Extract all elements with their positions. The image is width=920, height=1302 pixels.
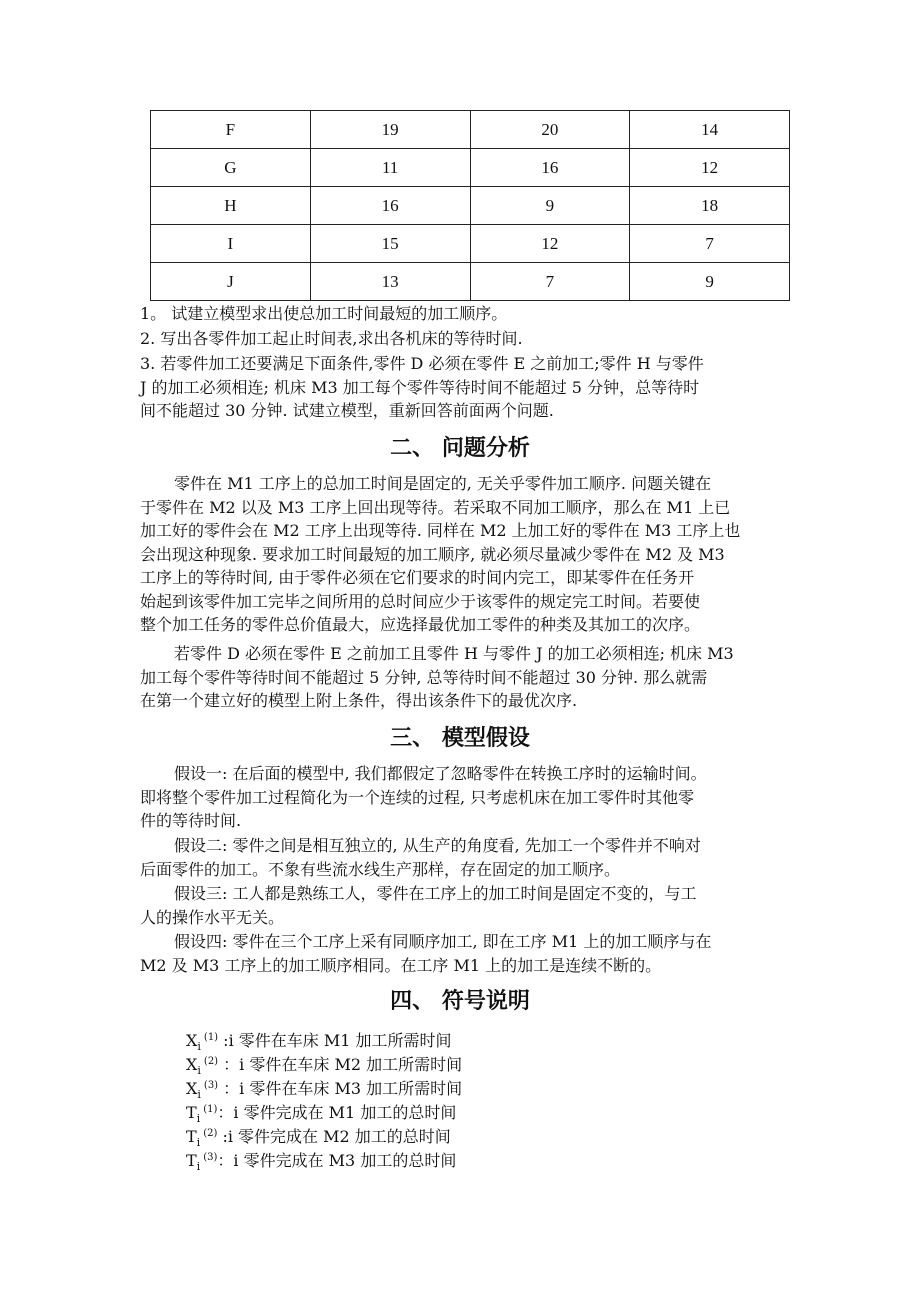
text-line: 工序上的等待时间, 由于零件必须在它们要求的时间内完工，即某零件在任务开	[140, 568, 695, 587]
text-line: 假设四: 零件在三个工序上采有同顺序加工, 即在工序 M1 上的加工顺序与在	[174, 932, 712, 951]
table-cell: H	[151, 187, 311, 225]
symbol-superscript: (2)	[203, 1056, 219, 1067]
table-cell: 15	[310, 225, 470, 263]
symbol-description: ：i 零件完成在 M1 加工的总时间	[217, 1103, 457, 1122]
table-cell: 16	[310, 187, 470, 225]
table-cell: 16	[470, 149, 630, 187]
table-cell: 11	[310, 149, 470, 187]
section-heading-assumptions: 三、 模型假设	[390, 726, 530, 751]
table-cell: J	[151, 263, 311, 301]
symbol-superscript: (3)	[203, 1152, 218, 1163]
table-cell: I	[151, 225, 311, 263]
table-cell: 19	[310, 111, 470, 149]
table-cell: 9	[630, 263, 790, 301]
table-cell: 12	[630, 149, 790, 187]
text-line: 间不能超过 30 分钟. 试建立模型，重新回答前面两个问题.	[140, 401, 554, 420]
symbol-description: ：i 零件在车床 M2 加工所需时间	[218, 1055, 463, 1074]
text-line: 于零件在 M2 以及 M3 工序上回出现等待。若采取不同加工顺序，那么在 M1 上已	[140, 497, 731, 517]
symbol-subscript: i	[196, 1112, 201, 1125]
symbol-variable: X	[186, 1031, 198, 1050]
text-line: 假设二: 零件之间是相互独立的, 从生产的角度看, 先加工一个零件并不响对	[174, 836, 701, 855]
symbol-variable: X	[186, 1079, 198, 1098]
symbol-variable: T	[186, 1151, 197, 1170]
table-cell: 13	[310, 263, 470, 301]
analysis-paragraph-1	[140, 472, 790, 637]
analysis-paragraph-2	[140, 642, 790, 713]
question-3	[140, 352, 790, 423]
text-line: 3. 若零件加工还要满足下面条件,零件 D 必须在零件 E 之前加工;零件 H 与零件	[140, 354, 704, 373]
text-line: 会出现这种现象. 要求加工时间最短的加工顺序, 就必须尽量减少零件在 M2 及 M3	[140, 544, 725, 564]
symbol-variable: X	[186, 1055, 198, 1074]
table-row	[151, 187, 790, 225]
text-line: 件的等待时间.	[140, 811, 242, 830]
table-cell: 12	[470, 225, 630, 263]
question-2: 2. 写出各零件加工起止时间表,求出各机床的等待时间.	[140, 329, 523, 348]
table-cell: 18	[630, 187, 790, 225]
table-cell: 14	[630, 111, 790, 149]
symbol-subscript: i	[197, 1040, 201, 1053]
text-line: 始起到该零件加工完毕之间所用的总时间应少于该零件的规定完工时间。若要使	[140, 591, 701, 611]
table-cell: 9	[470, 187, 630, 225]
assumption-4	[140, 930, 790, 977]
table-cell: F	[151, 111, 311, 149]
table-row	[151, 263, 790, 301]
symbol-subscript: i	[197, 1088, 201, 1101]
symbol-superscript: (1)	[203, 1104, 218, 1115]
symbol-subscript: i	[196, 1160, 201, 1173]
symbol-superscript: (3)	[203, 1080, 219, 1091]
table-row	[151, 149, 790, 187]
assumption-2	[140, 834, 790, 881]
section-heading-symbols: 四、 符号说明	[390, 989, 530, 1014]
symbol-subscript: i	[197, 1064, 201, 1077]
text-line: 加工每个零件等待时间不能超过 5 分钟, 总等待时间不能超过 30 分钟. 那么就需	[140, 667, 708, 687]
text-line: M2 及 M3 工序上的加工顺序相同。在工序 M1 上的加工是连续不断的。	[140, 955, 662, 975]
table-cell: G	[151, 149, 311, 187]
table-cell: 7	[470, 263, 630, 301]
section-heading-analysis: 二、 问题分析	[390, 436, 530, 461]
text-line: 假设三: 工人都是熟练工人，零件在工序上的加工时间是固定不变的，与工	[174, 884, 697, 903]
table-cell: 20	[470, 111, 630, 149]
table-row	[151, 225, 790, 263]
text-line: 假设一: 在后面的模型中, 我们都假定了忽略零件在转换工序时的运输时间。	[174, 764, 707, 783]
symbol-description: ：i 零件完成在 M3 加工的总时间	[217, 1151, 457, 1170]
text-line: 后面零件的加工。不象有些流水线生产那样，存在固定的加工顺序。	[140, 859, 621, 879]
question-1: 1。 试建立模型求出使总加工时间最短的加工顺序。	[140, 304, 508, 323]
symbol-description: :i 零件在车床 M1 加工所需时间	[218, 1031, 452, 1050]
table-cell: 7	[630, 225, 790, 263]
symbol-superscript: (1)	[203, 1032, 219, 1043]
text-line: J 的加工必须相连; 机床 M3 加工每个零件等待时间不能超过 5 分钟，总等待时	[140, 377, 700, 397]
text-line: 人的操作水平无关。	[140, 907, 285, 927]
symbol-superscript: (2)	[203, 1128, 218, 1139]
symbol-description: :i 零件完成在 M2 加工的总时间	[217, 1127, 451, 1146]
text-line: 即将整个零件加工过程简化为一个连续的过程, 只考虑机床在加工零件时其他零	[140, 787, 695, 807]
processing-time-table	[150, 110, 790, 301]
assumption-3	[140, 882, 790, 929]
text-line: 零件在 M1 工序上的总加工时间是固定的, 无关乎零件加工顺序. 问题关键在	[174, 474, 712, 493]
text-line: 整个加工任务的零件总价值最大，应选择最优加工零件的种类及其加工的次序。	[140, 615, 701, 634]
table-row	[151, 111, 790, 149]
text-line: 若零件 D 必须在零件 E 之前加工且零件 H 与零件 J 的加工必须相连; 机床 M3	[174, 644, 734, 663]
assumption-1	[140, 762, 790, 833]
text-line: 在第一个建立好的模型上附上条件，得出该条件下的最优次序.	[140, 691, 578, 710]
text-line: 加工好的零件会在 M2 工序上出现等待. 同样在 M2 上加工好的零件在 M3 工序上也	[140, 521, 741, 540]
symbol-variable: T	[186, 1127, 197, 1146]
symbol-definition	[186, 1146, 456, 1179]
symbol-description: ：i 零件在车床 M3 加工所需时间	[218, 1079, 463, 1098]
symbol-variable: T	[186, 1103, 197, 1122]
symbol-subscript: i	[196, 1136, 201, 1149]
